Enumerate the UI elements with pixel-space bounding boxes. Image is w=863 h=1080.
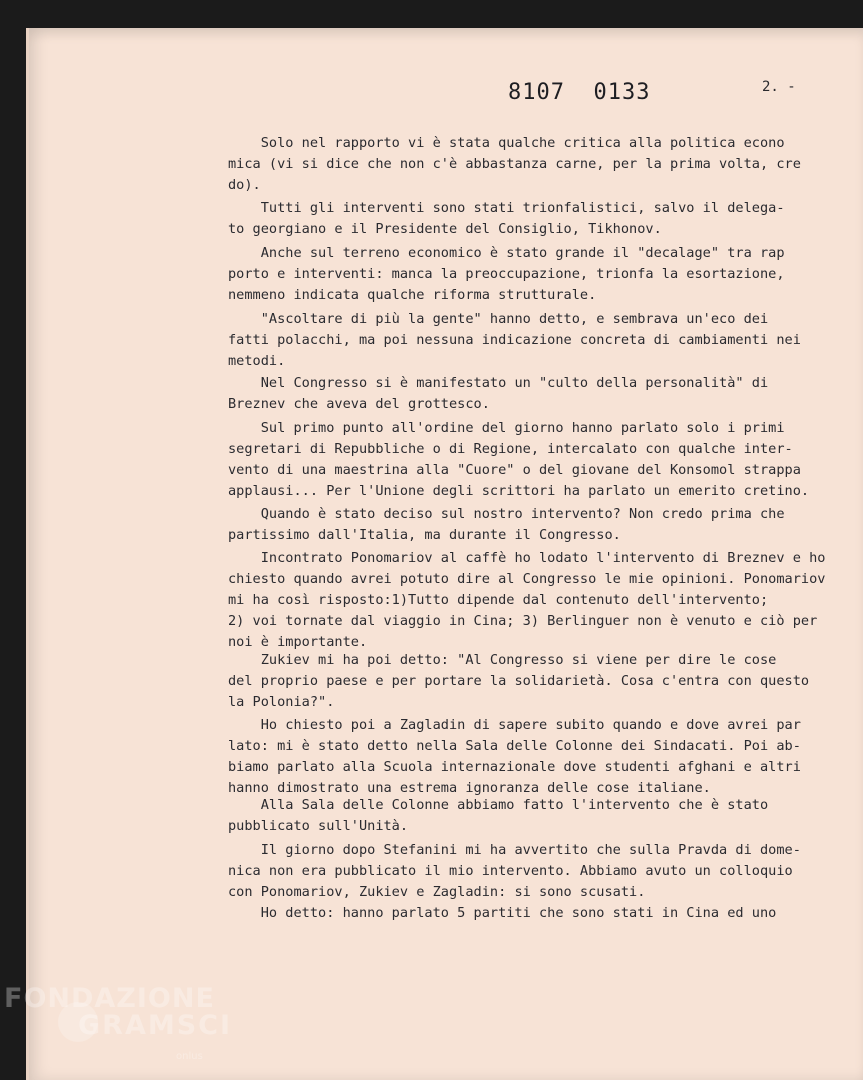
paragraph-6: Sul primo punto all'ordine del giorno hanno parlato solo i primi segretari di Repubbliche o di Regione, intercalato con qualche inter- vento di una maestrina alla "Cuore" o del giovane del Konsomol strappa applausi... Per l'Unione degli scrittori ha parlato un emerito cretino.: [228, 420, 810, 499]
watermark-line-1: FONDAZIONE: [4, 983, 215, 1014]
paragraph-9: Zukiev mi ha poi detto: "Al Congresso si viene per dire le cose del proprio paese e per portare la solidarietà. Cosa c'entra con questo la Polonia?".: [228, 652, 810, 710]
paragraph-4: "Ascoltare di più la gente" hanno detto, e sembrava un'eco dei fatti polacchi, ma poi nessuna indicazione concreta di cambiamenti nei metodi.: [228, 311, 801, 369]
paragraph-13: Ho detto: hanno parlato 5 partiti che sono stati in Cina ed uno: [228, 905, 777, 921]
paragraph-7: Quando è stato deciso sul nostro intervento? Non credo prima che partissimo dall'Italia, ma durante il Congresso.: [228, 506, 785, 543]
paragraph-3: Anche sul terreno economico è stato grande il "decalage" tra rap porto e interventi: manca la preoccupazione, trionfa la esortazione, nemmeno indicata qualche riforma strutturale.: [228, 245, 785, 303]
watermark-logo: [4, 985, 232, 1039]
watermark-line-2: GRAMSCI: [78, 1010, 233, 1041]
page-number: 2. -: [762, 79, 796, 95]
paragraph-5: Nel Congresso si è manifestato un "culto della personalità" di Breznev che aveva del grottesco.: [228, 375, 769, 412]
page-edge: [26, 28, 29, 1080]
paragraph-11: Alla Sala delle Colonne abbiamo fatto l'intervento che è stato pubblicato sull'Unità.: [228, 797, 769, 834]
paragraph-8: Incontrato Ponomariov al caffè ho lodato l'intervento di Breznev e ho chiesto quando avrei potuto dire al Congresso le mie opinioni. Ponomariov mi ha così risposto:1)Tutto dipende dal contenuto dell'intervento; 2) voi tornate dal viaggio in Cina; 3) Berlinguer non è venuto e ciò per noi è importante.: [228, 550, 826, 650]
archive-document-number: 8107 0133: [508, 80, 651, 105]
paragraph-12: Il giorno dopo Stefanini mi ha avvertito che sulla Pravda di dome- nica non era pubblicato il mio intervento. Abbiamo avuto un colloquio con Ponomariov, Zukiev e Zagladin: si sono scusati.: [228, 842, 801, 900]
watermark-sub: onlus: [176, 1051, 203, 1062]
paragraph-2: Tutti gli interventi sono stati trionfalistici, salvo il delega- to georgiano e il Presidente del Consiglio, Tikhonov.: [228, 200, 785, 237]
paragraph-10: Ho chiesto poi a Zagladin di sapere subito quando e dove avrei par lato: mi è stato detto nella Sala delle Colonne dei Sindacati. Poi ab- biamo parlato alla Scuola internazionale dove studenti afghani e altri hanno dimostrato una estrema ignoranza delle cose italiane.: [228, 717, 801, 796]
paragraph-1: Solo nel rapporto vi è stata qualche critica alla politica econo mica (vi si dice che non c'è abbastanza carne, per la prima volta, cre do).: [228, 135, 801, 193]
